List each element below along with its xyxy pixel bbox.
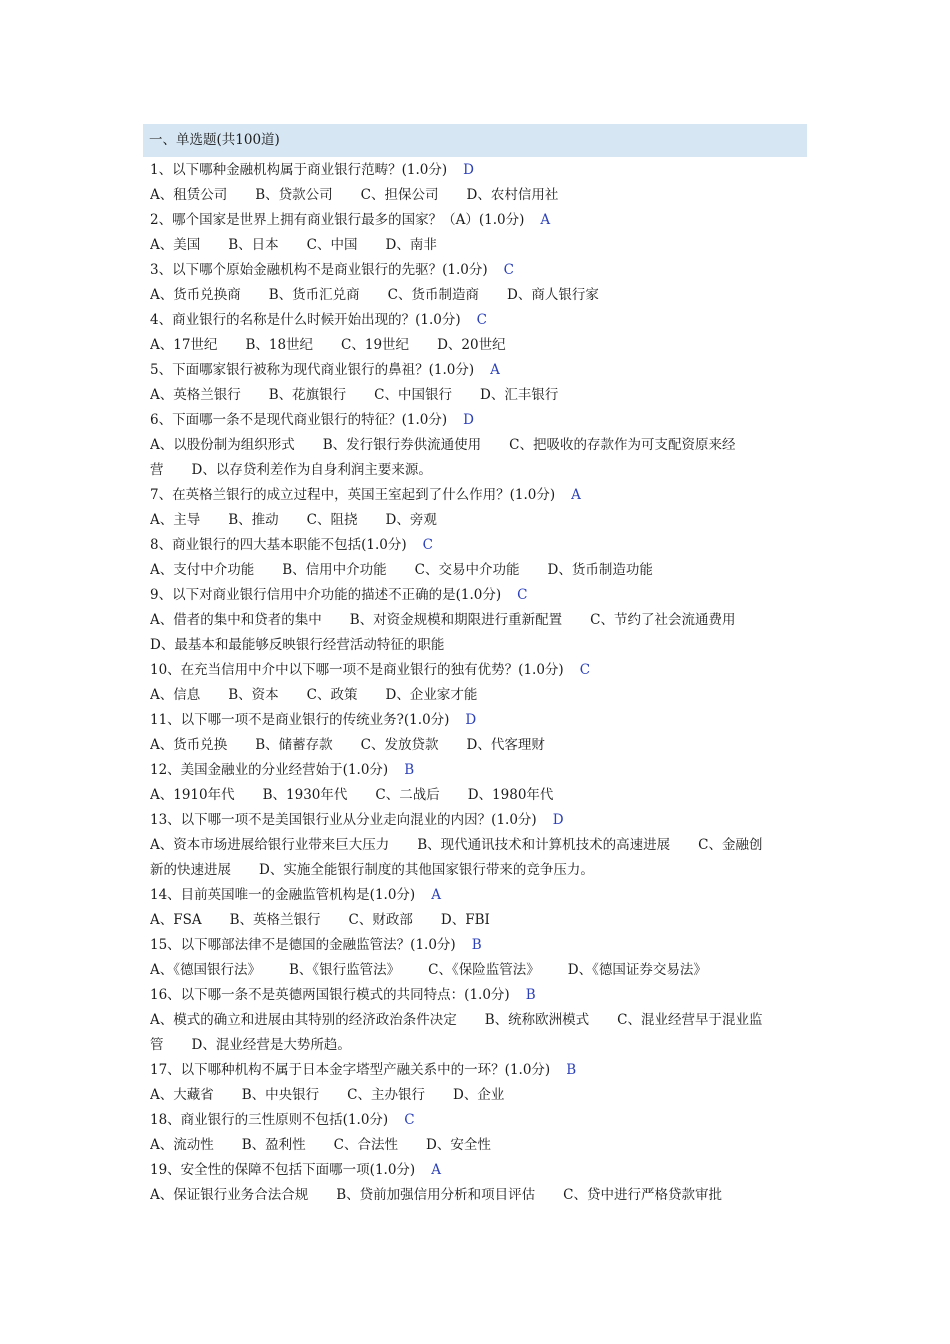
option-item: B、货币汇兑商 — [268, 287, 360, 303]
option-item: C、合法性 — [333, 1137, 399, 1153]
options-row — [150, 233, 810, 258]
question-text — [150, 258, 810, 283]
option-item: C、担保公司 — [360, 187, 439, 203]
options-row — [150, 633, 810, 658]
option-item: 管 — [150, 1037, 164, 1053]
options-row — [150, 1083, 810, 1108]
options-row — [150, 1133, 810, 1158]
question-stem: 19、安全性的保障不包括下面哪一项(1.0分) — [150, 1162, 416, 1178]
option-item: A、保证银行业务合法合规 — [150, 1187, 309, 1203]
answer-key: A — [431, 887, 441, 903]
option-item: C、中国 — [306, 237, 358, 253]
option-item: B、花旗银行 — [268, 387, 347, 403]
option-item: C、政策 — [306, 687, 358, 703]
option-item: D、1980年代 — [467, 787, 554, 803]
option-item: D、最基本和最能够反映银行经营活动特征的职能 — [150, 637, 445, 653]
question-text — [150, 408, 810, 433]
question-stem: 7、在英格兰银行的成立过程中，英国王室起到了什么作用？(1.0分) — [150, 487, 556, 503]
option-item: B、信用中介功能 — [282, 562, 387, 578]
option-item: D、商人银行家 — [507, 287, 599, 303]
option-item: A、借者的集中和贷者的集中 — [150, 612, 322, 628]
question-stem: 4、商业银行的名称是什么时候开始出现的？(1.0分) — [150, 312, 461, 328]
question-stem: 5、下面哪家银行被称为现代商业银行的鼻祖？(1.0分) — [150, 362, 475, 378]
option-item: C、节约了社会流通费用 — [590, 612, 736, 628]
question-stem: 14、目前英国唯一的金融监管机构是(1.0分) — [150, 887, 416, 903]
options-row — [150, 608, 810, 633]
option-item: D、企业家才能 — [385, 687, 478, 703]
option-item: A、《德国银行法》 — [150, 962, 261, 978]
option-item: D、南非 — [385, 237, 437, 253]
option-item: 营 — [150, 462, 164, 478]
question-stem: 9、以下对商业银行信用中介功能的描述不正确的是(1.0分) — [150, 587, 502, 603]
option-item: C、19世纪 — [341, 337, 410, 353]
option-item: A、英格兰银行 — [150, 387, 241, 403]
question-text — [150, 883, 810, 908]
question-text — [150, 358, 810, 383]
answer-key: B — [404, 762, 415, 778]
question-text — [150, 158, 810, 183]
answer-key: C — [517, 587, 528, 603]
options-row — [150, 858, 810, 883]
option-item: B、盈利性 — [241, 1137, 306, 1153]
option-item: B、中央银行 — [241, 1087, 320, 1103]
question-stem: 12、美国金融业的分业经营始于(1.0分) — [150, 762, 389, 778]
options-row — [150, 558, 810, 583]
question-text — [150, 1058, 810, 1083]
option-item: D、旁观 — [385, 512, 437, 528]
answer-key: C — [422, 537, 433, 553]
option-item: C、二战后 — [375, 787, 440, 803]
option-item: D、实施全能银行制度的其他国家银行带来的竞争压力。 — [259, 862, 594, 878]
option-item: D、农村信用社 — [466, 187, 559, 203]
options-row — [150, 908, 810, 933]
answer-key: C — [579, 662, 591, 678]
question-text — [150, 1158, 810, 1183]
option-item: D、20世纪 — [437, 337, 506, 353]
option-item: D、代客理财 — [466, 737, 545, 753]
option-item: B、《银行监管法》 — [289, 962, 401, 978]
answer-key: D — [465, 712, 477, 728]
option-item: A、以股份制为组织形式 — [150, 437, 295, 453]
question-stem: 3、以下哪个原始金融机构不是商业银行的先驱？(1.0分) — [150, 262, 488, 278]
options-row — [150, 833, 810, 858]
option-item: B、英格兰银行 — [229, 912, 321, 928]
options-row — [150, 458, 810, 483]
option-item: B、1930年代 — [262, 787, 348, 803]
answer-key: D — [552, 812, 564, 828]
options-row — [150, 433, 810, 458]
answer-key: A — [540, 212, 551, 228]
question-stem: 2、哪个国家是世界上拥有商业银行最多的国家？（A）(1.0分) — [150, 212, 525, 228]
option-item: D、企业 — [453, 1087, 505, 1103]
options-row — [150, 283, 810, 308]
question-text — [150, 658, 810, 683]
option-item: C、把吸收的存款作为可支配资原来经 — [509, 437, 736, 453]
option-item: C、交易中介功能 — [414, 562, 520, 578]
option-item: B、推动 — [228, 512, 279, 528]
option-item: D、FBI — [440, 912, 490, 928]
question-text — [150, 933, 810, 958]
option-item: A、1910年代 — [150, 787, 235, 803]
question-stem: 10、在充当信用中介中以下哪一项不是商业银行的独有优势？(1.0分) — [150, 662, 564, 678]
option-item: D、汇丰银行 — [480, 387, 559, 403]
question-stem: 16、以下哪一条不是英德两国银行模式的共同特点：(1.0分) — [150, 987, 510, 1003]
option-item: C、主办银行 — [347, 1087, 426, 1103]
question-stem: 1、以下哪种金融机构属于商业银行范畴？(1.0分) — [150, 162, 448, 178]
option-item: B、储蓄存款 — [255, 737, 333, 753]
option-item: C、阻挠 — [306, 512, 358, 528]
option-item: A、货币兑换商 — [150, 287, 241, 303]
option-item: C、混业经营早于混业监 — [617, 1012, 763, 1028]
question-text — [150, 758, 810, 783]
answer-key: A — [431, 1162, 441, 1178]
option-item: C、《保险监管法》 — [428, 962, 540, 978]
answer-key: B — [566, 1062, 577, 1078]
answer-key: A — [490, 362, 500, 378]
option-item: C、金融创 — [698, 837, 763, 853]
option-item: A、美国 — [150, 237, 201, 253]
question-text — [150, 708, 810, 733]
question-list — [150, 158, 810, 1208]
question-text — [150, 983, 810, 1008]
answer-key: B — [471, 937, 482, 953]
options-row — [150, 783, 810, 808]
option-item: A、模式的确立和进展由其特别的经济政治条件决定 — [150, 1012, 457, 1028]
option-item: B、发行银行券供流通使用 — [322, 437, 482, 453]
option-item: C、货币制造商 — [387, 287, 480, 303]
options-row — [150, 1033, 810, 1058]
option-item: 新的快速进展 — [150, 862, 231, 878]
question-text — [150, 308, 810, 333]
section-title: 一、单选题(共100道) — [149, 132, 280, 148]
option-item: A、17世纪 — [150, 337, 218, 353]
option-item: D、安全性 — [426, 1137, 491, 1153]
option-item: B、18世纪 — [245, 337, 314, 353]
question-text — [150, 208, 810, 233]
answer-key: C — [476, 312, 487, 328]
question-stem: 18、商业银行的三性原则不包括(1.0分) — [150, 1112, 389, 1128]
question-stem: 6、下面哪一条不是现代商业银行的特征？(1.0分) — [150, 412, 448, 428]
option-item: B、日本 — [228, 237, 279, 253]
options-row — [150, 383, 810, 408]
options-row — [150, 1008, 810, 1033]
question-text — [150, 808, 810, 833]
question-text — [150, 1108, 810, 1133]
options-row — [150, 508, 810, 533]
question-stem: 13、以下哪一项不是美国银行业从分业走向混业的内因？(1.0分) — [150, 812, 537, 828]
options-row — [150, 733, 810, 758]
answer-key: A — [571, 487, 581, 503]
options-row — [150, 333, 810, 358]
option-item: A、资本市场进展给银行业带来巨大压力 — [150, 837, 390, 853]
answer-key: D — [463, 162, 474, 178]
answer-key: C — [503, 262, 514, 278]
option-item: C、发放贷款 — [360, 737, 439, 753]
answer-key: D — [463, 412, 474, 428]
option-item: A、信息 — [150, 687, 201, 703]
option-item: A、租赁公司 — [150, 187, 228, 203]
option-item: B、对资金规模和期限进行重新配置 — [349, 612, 563, 628]
option-item: A、货币兑换 — [150, 737, 228, 753]
option-item: B、贷前加强信用分析和项目评估 — [336, 1187, 536, 1203]
question-stem: 11、以下哪一项不是商业银行的传统业务?(1.0分) — [150, 712, 450, 728]
option-item: C、贷中进行严格贷款审批 — [563, 1187, 723, 1203]
option-item: A、支付中介功能 — [150, 562, 255, 578]
option-item: C、中国银行 — [374, 387, 453, 403]
options-row — [150, 683, 810, 708]
option-item: B、贷款公司 — [255, 187, 333, 203]
option-item: D、以存贷利差作为自身利润主要来源。 — [191, 462, 432, 478]
option-item: A、主导 — [150, 512, 201, 528]
question-text — [150, 483, 810, 508]
question-text — [150, 533, 810, 558]
option-item: B、统称欧洲模式 — [484, 1012, 590, 1028]
answer-key: C — [404, 1112, 415, 1128]
question-stem: 8、商业银行的四大基本职能不包括(1.0分) — [150, 537, 407, 553]
question-text — [150, 583, 810, 608]
question-stem: 17、以下哪种机构不属于日本金字塔型产融关系中的一环？(1.0分) — [150, 1062, 551, 1078]
option-item: A、大藏省 — [150, 1087, 214, 1103]
option-item: B、资本 — [228, 687, 279, 703]
option-item: D、《德国证券交易法》 — [567, 962, 707, 978]
option-item: A、流动性 — [150, 1137, 214, 1153]
option-item: C、财政部 — [348, 912, 413, 928]
answer-key: B — [525, 987, 536, 1003]
option-item: B、现代通讯技术和计算机技术的高速进展 — [417, 837, 671, 853]
options-row — [150, 1183, 810, 1208]
option-item: D、货币制造功能 — [547, 562, 653, 578]
option-item: A、FSA — [150, 912, 202, 928]
option-item: D、混业经营是大势所趋。 — [191, 1037, 351, 1053]
options-row — [150, 958, 810, 983]
options-row — [150, 183, 810, 208]
question-stem: 15、以下哪部法律不是德国的金融监管法？(1.0分) — [150, 937, 456, 953]
section-header — [143, 124, 807, 157]
